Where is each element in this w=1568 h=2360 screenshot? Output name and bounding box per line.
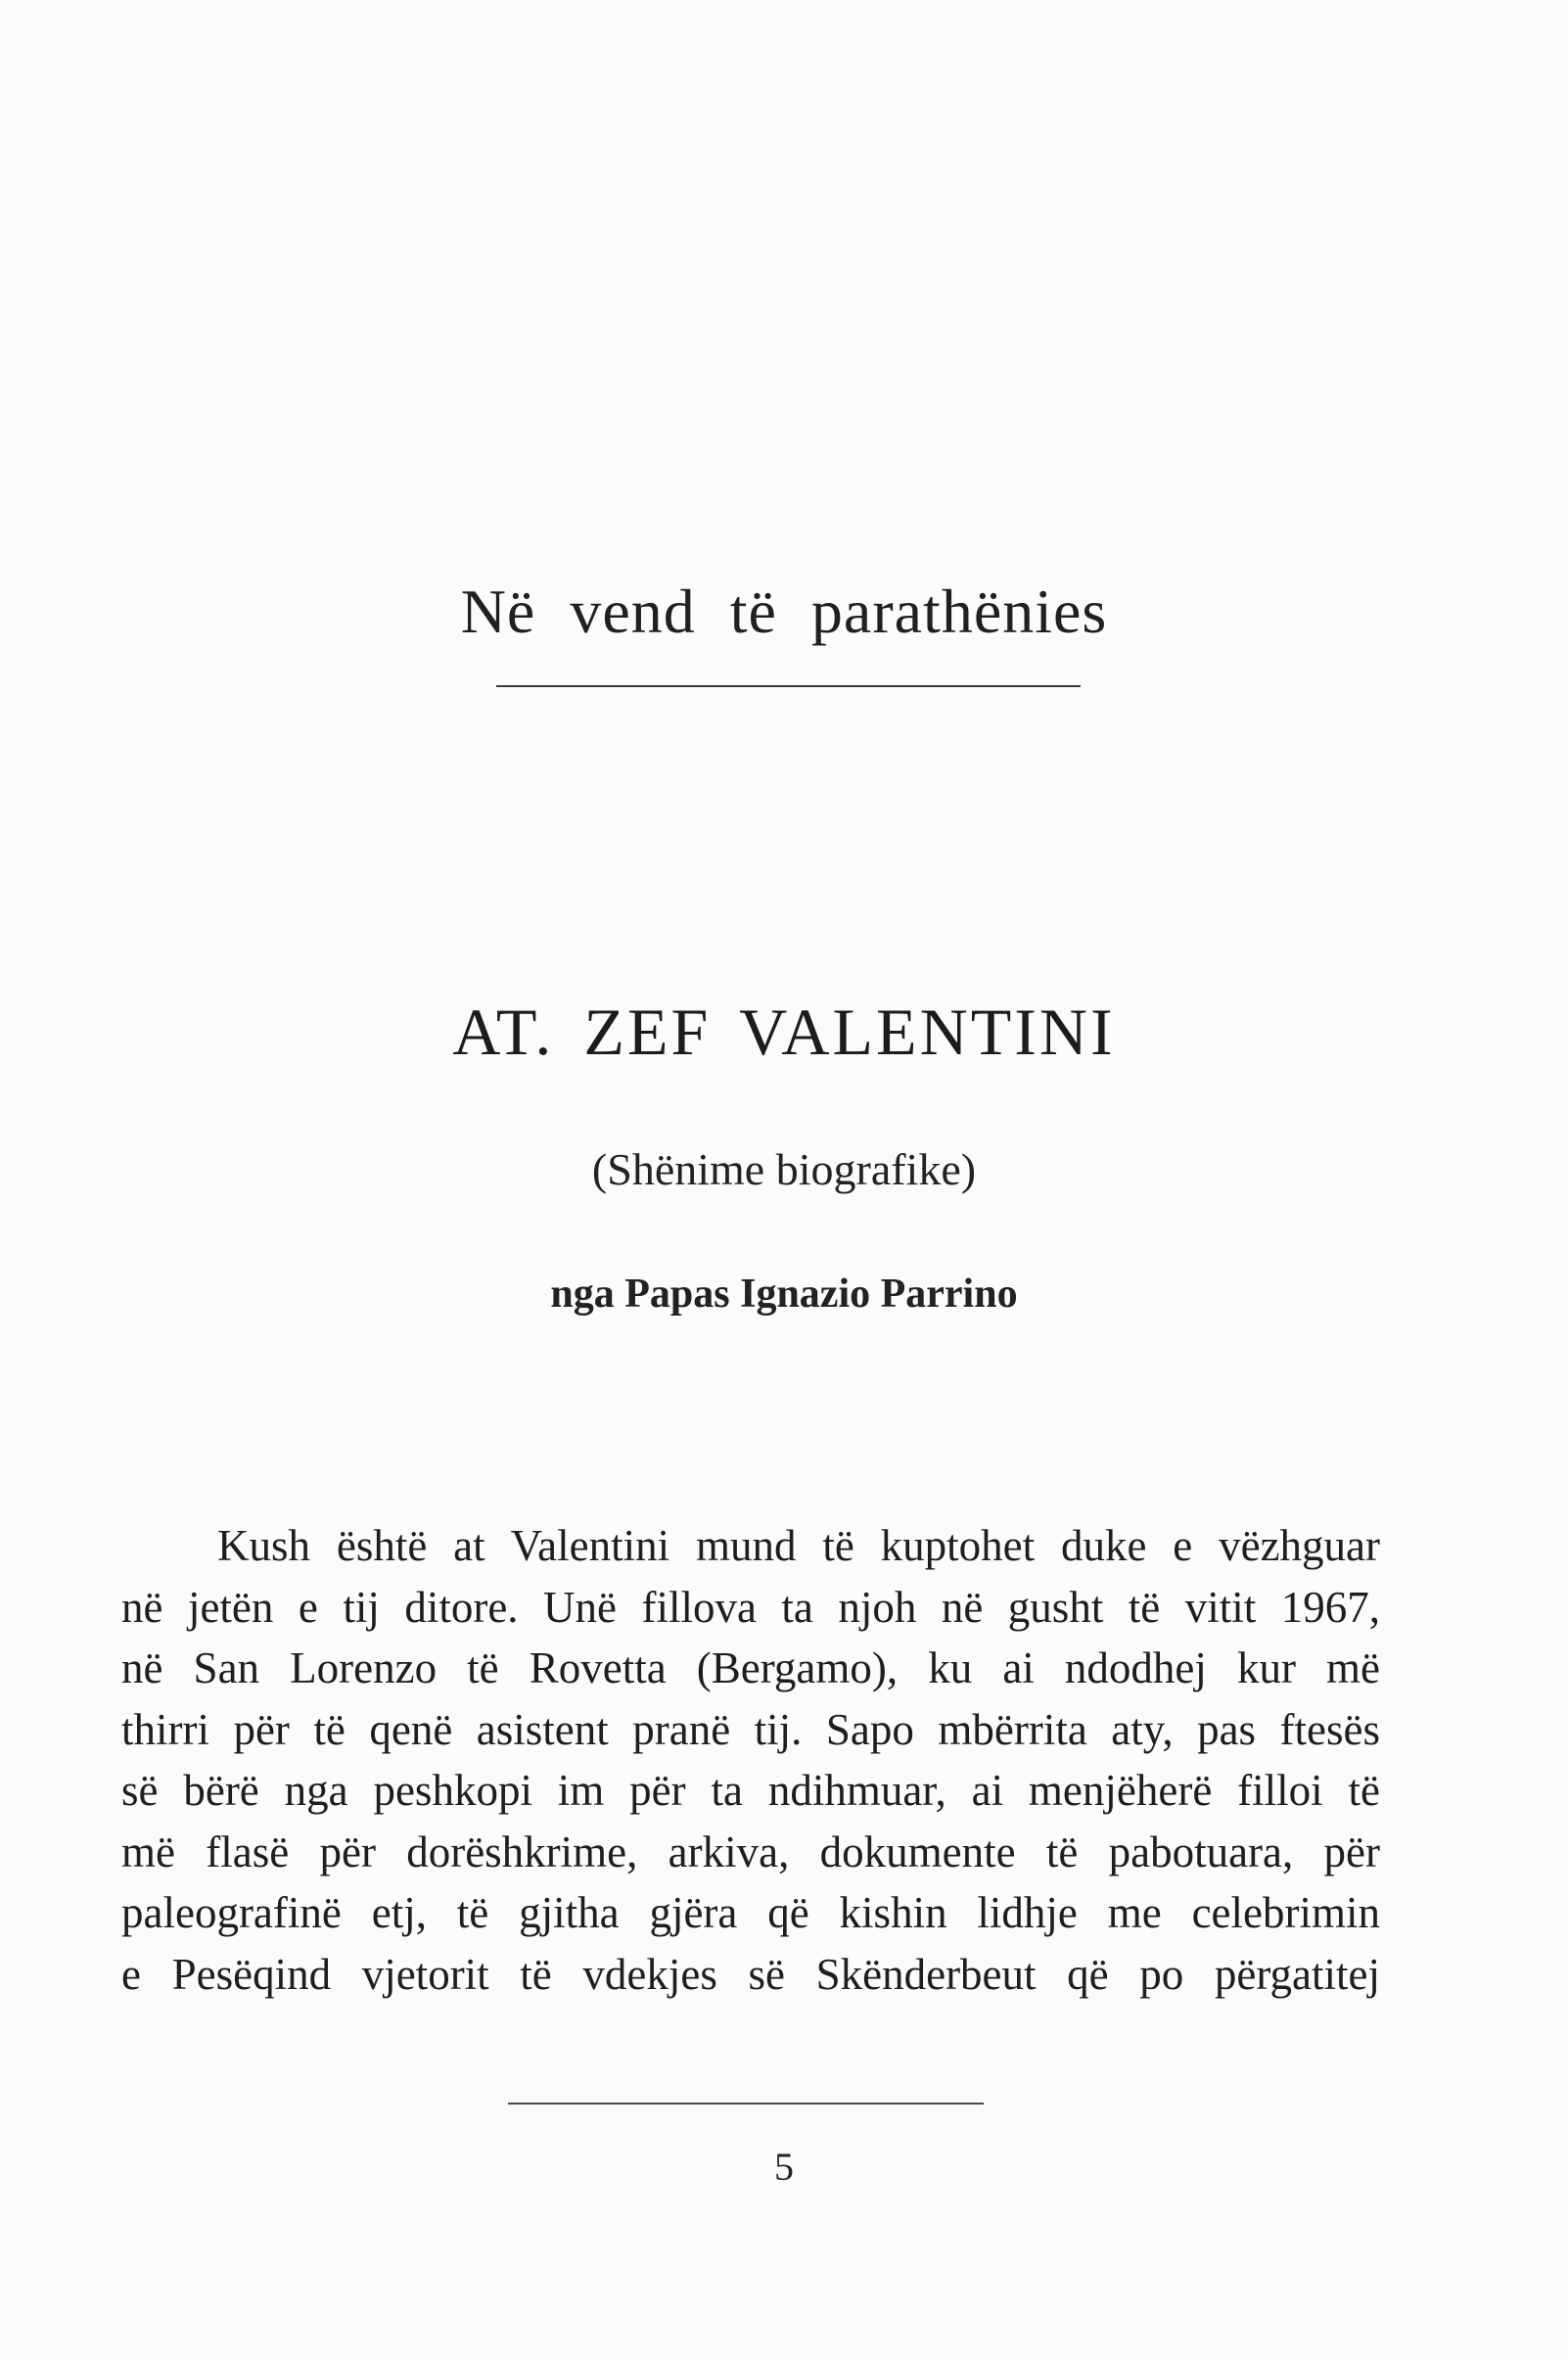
article-subtitle: (Shënime biografike) [591,1144,977,1194]
heading-divider [496,685,1081,687]
article-byline: nga Papas Ignazio Parrino [550,1272,1018,1317]
footer-divider [508,2103,984,2105]
paragraph-line: në jetën e tij ditore. Unë fillova ta njoh në gusht të vitit 1967, [121,1582,1380,1632]
paragraph-line: më flasë për dorëshkrime, arkiva, dokumente të pabotuara, për [121,1827,1380,1876]
paragraph-line: e Pesëqind vjetorit të vdekjes së Skënderbeut që po përgatitej [121,1949,1380,1999]
paragraph-line: paleografinë etj, të gjitha gjëra që kishin lidhje me celebrimin [121,1888,1380,1937]
paragraph-line: thirri për të qenë asistent pranë tij. Sapo mbërrita aty, pas ftesës [121,1704,1380,1754]
paragraph-line: Kush është at Valentini mund të kuptohet duke e vëzhguar [217,1521,1380,1570]
paragraph-line: së bërë nga peshkopi im për ta ndihmuar, ai menjëherë filloi të [121,1766,1380,1815]
section-heading: Në vend të parathënies [460,577,1108,646]
paragraph-line: në San Lorenzo të Rovetta (Bergamo), ku ai ndodhej kur më [121,1643,1380,1692]
page-number: 5 [774,2145,794,2189]
article-title: AT. ZEF VALENTINI [452,995,1116,1069]
body-paragraph [121,1515,1380,2005]
